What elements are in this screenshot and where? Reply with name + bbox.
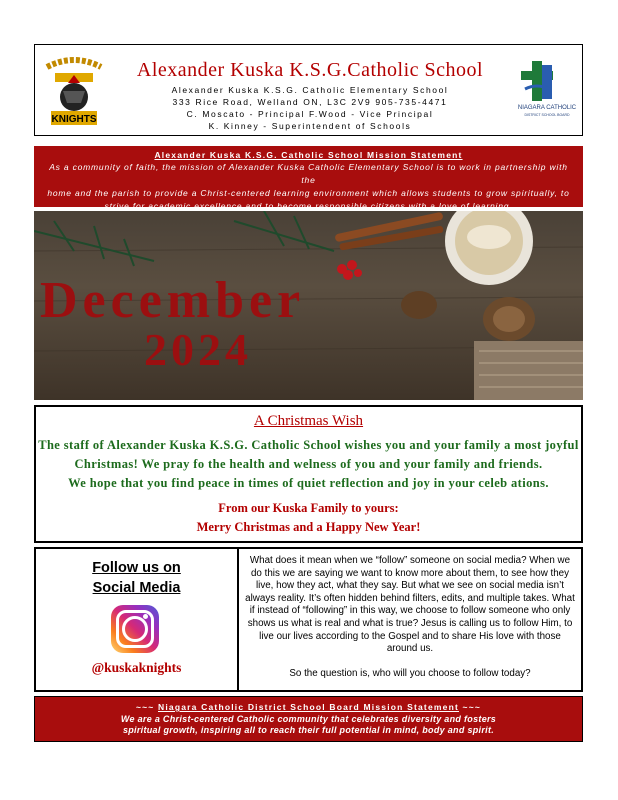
mission-line: strive for academic excellence and to become responsible citizens with a love of learning. — [104, 201, 513, 211]
school-address: 333 Rice Road, Welland ON, L3C 2V9 905-735-4471 — [172, 97, 448, 107]
board-mission-title — [35, 702, 582, 712]
follow-line: Social Media — [92, 580, 181, 596]
wish-greeting: Merry Christmas and a Happy New Year! — [196, 520, 421, 534]
letterhead — [34, 44, 583, 136]
logo-knights-text: KNIGHTS — [51, 114, 97, 125]
follow-line: Follow us on — [92, 560, 181, 576]
mission-title: Alexander Kuska K.S.G. Catholic School Mission Statement — [154, 150, 463, 160]
ncdsb-logo-subtext: DISTRICT SCHOOL BOARD — [524, 113, 570, 117]
social-media-reflection — [239, 547, 583, 692]
follow-heading — [36, 558, 237, 598]
board-line: spiritual growth, inspiring all to reach their full potential in mind, body and spirit. — [122, 725, 495, 735]
instagram-handle[interactable]: @kuskaknights — [91, 660, 182, 675]
christmas-wish-title: A Christmas Wish — [253, 413, 364, 429]
instagram-icon[interactable] — [111, 605, 159, 653]
mission-line: home and the parish to provide a Christ-centered learning environment which allows students to grow spiritually, to — [47, 188, 570, 198]
kuska-knights-logo — [41, 53, 107, 129]
wish-greeting: From our Kuska Family to yours: — [218, 501, 399, 515]
ncdsb-logo — [515, 59, 579, 119]
reflection-paragraph: What does it mean when we “follow” someone on social media? When we do this we are saying we want to know more about them, to see how they live, how they act, what they say. But what we see on social media isn’t always reality. It’s often hidden behind filters, edits, and multiple takes. What if instead of “following” in this way, we choose to follow someone who only shows us what is real and what is true? Jesus is calling us to follow Him, to live our lives according to the Gospel and to share His love with those around us. — [245, 555, 575, 655]
banner-month: December — [40, 272, 306, 329]
december-banner — [34, 211, 583, 400]
social-media-box — [34, 547, 239, 692]
mission-text — [34, 161, 583, 213]
board-mission-text — [35, 714, 582, 736]
school-superintendent: K. Kinney - Superintendent of Schools — [208, 121, 412, 131]
school-mission-statement — [34, 146, 583, 211]
wish-line: Christmas! We pray fo the health and welness of you and your family and friends. — [74, 457, 543, 471]
board-line: We are a Christ-centered Catholic community that celebrates diversity and fosters — [120, 714, 497, 724]
board-title-text: Niagara Catholic District School Board Mission Statement — [158, 702, 459, 712]
school-name: Alexander Kuska K.S.G.Catholic School — [136, 59, 484, 81]
board-title-suffix: ~~~ — [459, 702, 482, 712]
christmas-wish-box — [34, 405, 583, 543]
wish-line: We hope that you find peace in times of quiet reflection and joy in your celeb ations. — [68, 476, 549, 490]
school-full-name: Alexander Kuska K.S.G. Catholic Elementary School — [171, 85, 449, 95]
reflection-question: So the question is, who will you choose to follow today? — [289, 667, 531, 679]
wish-line: The staff of Alexander Kuska K.S.G. Catholic School wishes you and your family a most joyful — [38, 438, 579, 452]
board-title-prefix: ~~~ — [135, 702, 158, 712]
school-administrators: C. Moscato - Principal F.Wood - Vice Principal — [186, 109, 434, 119]
banner-year: 2024 — [144, 324, 252, 375]
mission-line: As a community of faith, the mission of Alexander Kuska Catholic Elementary School is to work in partnership with the — [49, 162, 568, 185]
ncdsb-logo-text: NIAGARA CATHOLIC — [517, 105, 577, 111]
board-mission-statement — [34, 696, 583, 742]
